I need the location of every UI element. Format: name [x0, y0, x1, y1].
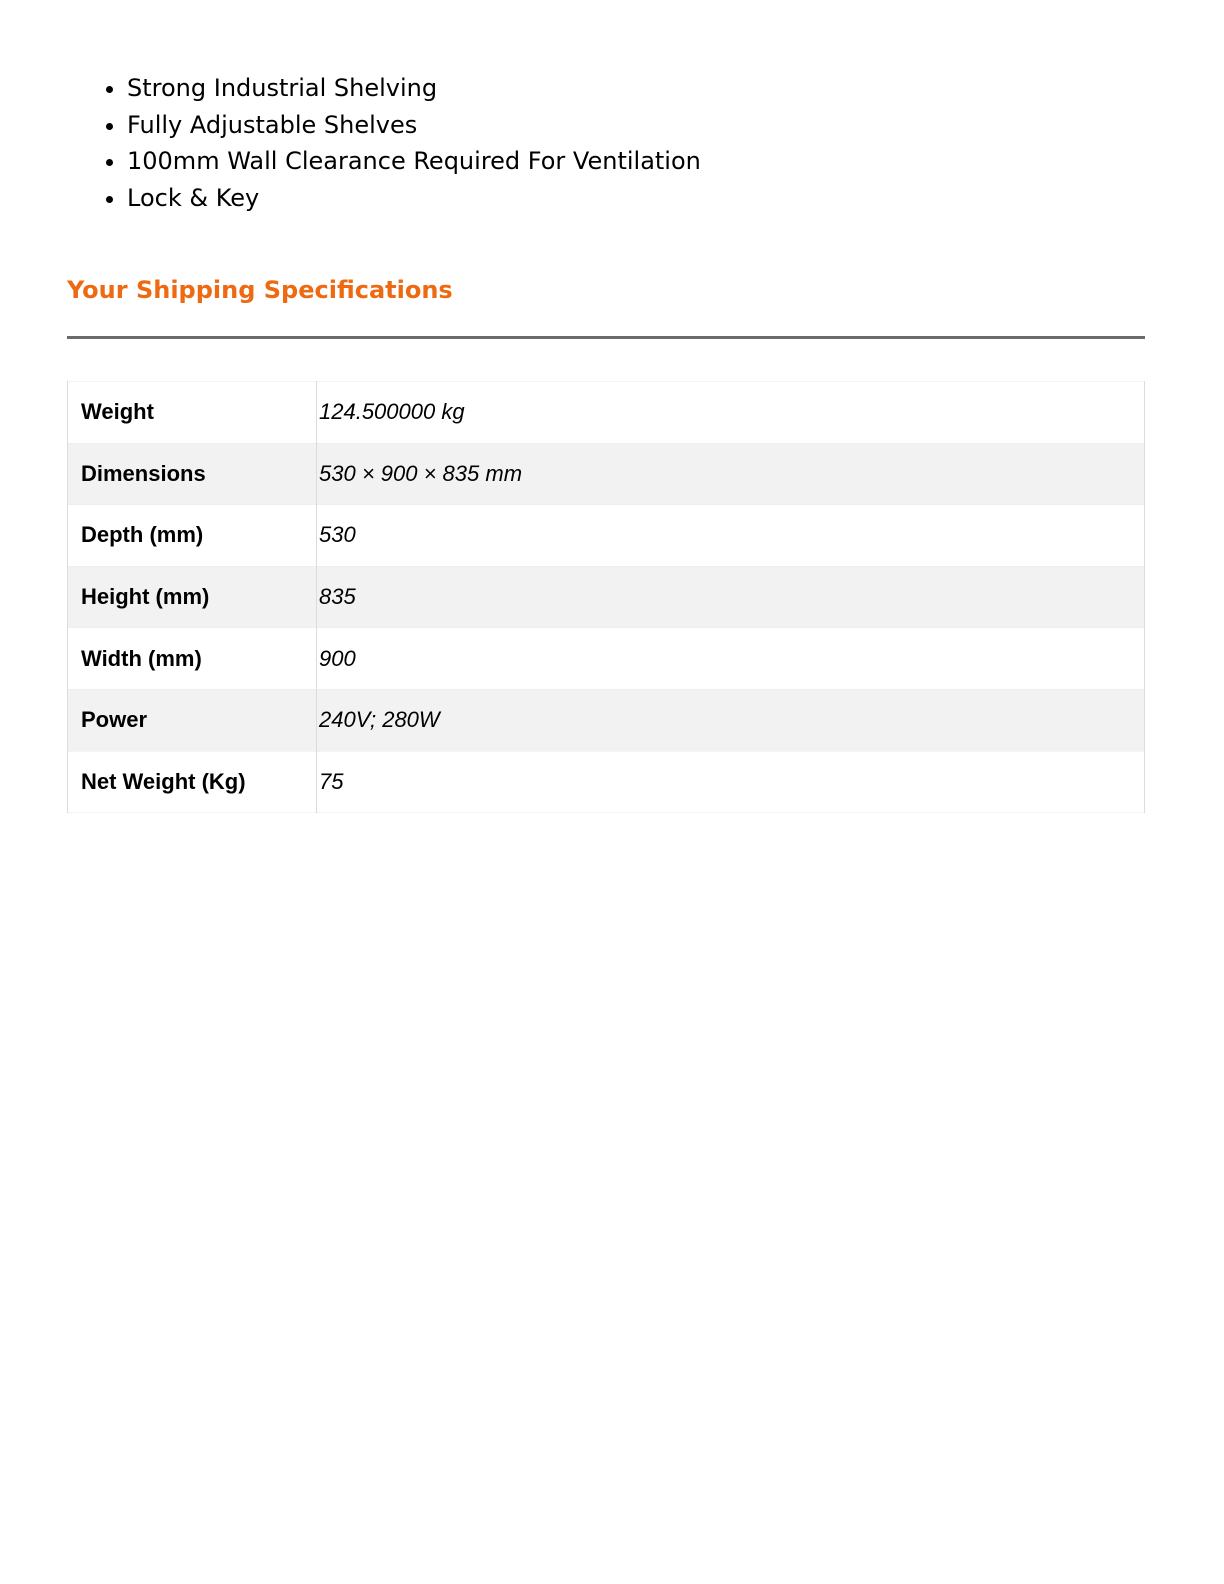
table-row [68, 382, 1145, 444]
shipping-specifications-heading: Your Shipping Specifications [67, 276, 453, 304]
spec-label: Depth (mm) [68, 505, 317, 567]
specifications-table [67, 381, 1145, 813]
spec-value: 124.500000 kg [317, 382, 1145, 444]
section-divider [67, 336, 1145, 339]
spec-label: Net Weight (Kg) [68, 751, 317, 813]
table-row [68, 751, 1145, 813]
spec-value: 75 [317, 751, 1145, 813]
feature-item: • Strong Industrial Shelving [127, 70, 701, 107]
spec-label: Height (mm) [68, 566, 317, 628]
table-row [68, 443, 1145, 505]
spec-label: Power [68, 689, 317, 751]
spec-value: 900 [317, 628, 1145, 690]
feature-item: • Fully Adjustable Shelves [127, 107, 701, 144]
spec-label: Width (mm) [68, 628, 317, 690]
spec-label: Weight [68, 382, 317, 444]
spec-value: 835 [317, 566, 1145, 628]
spec-value: 530 × 900 × 835 mm [317, 443, 1145, 505]
feature-item: • Lock & Key [127, 180, 701, 217]
feature-list [0, 70, 701, 217]
table-row [68, 505, 1145, 567]
spec-value: 240V; 280W [317, 689, 1145, 751]
table-row [68, 628, 1145, 690]
spec-label: Dimensions [68, 443, 317, 505]
table-row [68, 689, 1145, 751]
feature-item: • 100mm Wall Clearance Required For Ventilation [127, 143, 701, 180]
table-row [68, 566, 1145, 628]
spec-value: 530 [317, 505, 1145, 567]
